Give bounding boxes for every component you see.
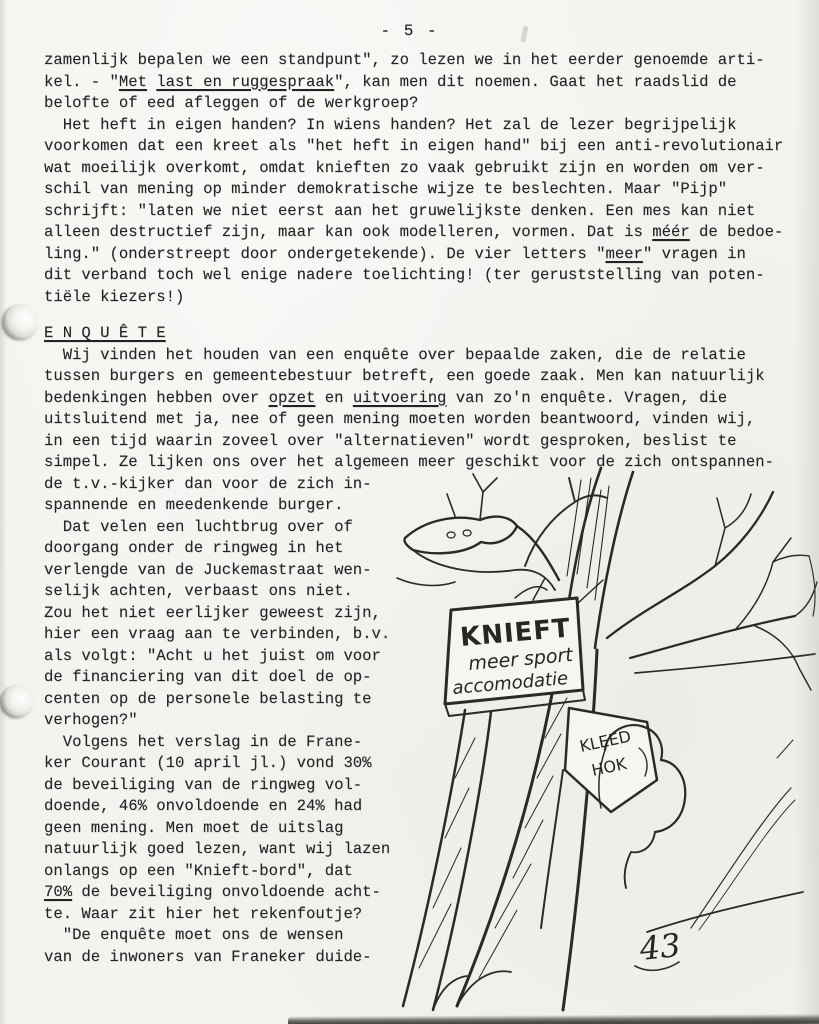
- kleedhok-sign-line1: KLEED: [577, 726, 633, 756]
- text-line: tiële kiezers!): [44, 287, 185, 306]
- branch-knot: [463, 530, 471, 536]
- flourish-stroke: [777, 740, 793, 758]
- text-line: voorkomen dat een kreet als "het heft in eigen hand" bij een anti-revolutionair: [44, 137, 784, 155]
- text-line: doorgang onder de ringweg in het: [44, 539, 344, 557]
- text-line: kel. - "Met last en ruggespraak", kan men dit noemen. Gaat het raadslid de: [44, 72, 737, 91]
- text-line: spannende en meedenkende burger.: [44, 496, 344, 514]
- branch-stroke: [413, 550, 555, 590]
- page-number: - 5 -: [380, 22, 439, 40]
- text-line: "De enquête moet ons de wensen: [44, 926, 344, 944]
- paragraph-block-2: [44, 345, 806, 474]
- figure-stroke: [625, 832, 655, 888]
- trunk-stroke: [563, 650, 597, 1010]
- text-line: de t.v.-kijker dan voor de zich in-: [44, 474, 372, 493]
- text-line: van de inwoners van Franeker duide-: [44, 947, 372, 966]
- page-edge-shading-right: [795, 0, 819, 1024]
- scan-edge-shadow: [288, 1014, 819, 1024]
- branch-stroke: [515, 587, 547, 598]
- branch-stroke: [715, 494, 751, 566]
- paragraph-block-1: [44, 50, 806, 308]
- text-line: dit verband toch wel enige nadere toelichting! (ter geruststelling van poten-: [44, 266, 765, 284]
- flourish-stroke: [691, 788, 791, 928]
- branch-stroke: [447, 494, 455, 516]
- text-line: schil van mening op minder demokratische wijze te beslechten. Maar "Pijp": [44, 180, 728, 198]
- text-line: Dat velen een luchtbrug over of: [44, 517, 353, 536]
- figure-stroke: [655, 760, 685, 832]
- text-line: de financiering van dit doel de op-: [44, 668, 372, 686]
- text-line: tussen burgers en gemeentebestuur betreft, een goede zaak. Men kan natuurlijk: [44, 367, 765, 385]
- pole-stroke: [433, 712, 491, 1010]
- pole-stroke: [403, 710, 465, 1006]
- branch-stroke: [397, 578, 455, 585]
- knieft-sign-title: KNIEFT: [458, 613, 573, 653]
- text-line: Het heft in eigen handen? In wiens handen? Het zal de lezer begrijpelijk: [44, 115, 737, 134]
- text-line: Wij vinden het houden van een enquête over bepaalde zaken, die de relatie: [44, 345, 746, 364]
- section-heading-enquete: [44, 323, 806, 345]
- text-line: E N Q U Ê T E: [44, 324, 166, 342]
- text-line: als volgt: "Acht u het juist om voor: [44, 646, 381, 665]
- text-line: onlangs op een "Knieft-bord", dat: [44, 861, 353, 880]
- text-line: zamenlijk bepalen we een standpunt", zo lezen we in het eerder genoemde arti-: [44, 51, 765, 69]
- flourish-stroke: [699, 800, 795, 930]
- page-edge-shading-left: [0, 0, 7, 1024]
- text-line: simpel. Ze lijken ons over het algemeen meer geschikt voor de zich ontspannen-: [44, 453, 774, 471]
- text-line: hier een vraag aan te verbinden, b.v.: [44, 625, 391, 643]
- punch-hole-top: [2, 304, 38, 340]
- knieft-sign-line2: meer sport: [467, 643, 574, 675]
- text-line: verhogen?": [44, 711, 138, 729]
- text-line: schrijft: "laten we niet eerst aan het gruwelijkste denken. Een mes kan niet: [44, 201, 756, 220]
- text-line: te. Waar zit hier het rekenfoutje?: [44, 904, 363, 923]
- branch-stroke: [404, 517, 517, 554]
- text-line: verlengde van de Juckemastraat wen-: [44, 560, 372, 579]
- pole-hatch: [419, 738, 475, 968]
- text-line: doende, 46% onvoldoende en 24% had: [44, 797, 363, 815]
- text-line: Volgens het verslag in de Frane-: [44, 732, 363, 751]
- branch-stroke: [517, 526, 559, 580]
- text-line: wat moeilijk overkomt, omdat knieften zo vaak gebruikt zijn en worden om ver-: [44, 158, 765, 177]
- kleedhok-sign-line2: HOK: [589, 754, 629, 780]
- text-line: geen mening. Men moet de uitslag: [44, 818, 344, 837]
- text-line: uitsluitend met ja, nee of geen mening moeten worden beantwoord, vinden wij,: [44, 410, 756, 428]
- text-line: Zou het niet eerlijker geweest zijn,: [44, 603, 381, 622]
- text-line: centen op de personele belasting te: [44, 689, 372, 708]
- text-line: 70% de beveiliging onvoldoende acht-: [44, 883, 381, 901]
- text-line: alleen destructief zijn, maar kan ook modelleren, vormen. Dat is méér de bedoe-: [44, 223, 784, 241]
- text-line: in een tijd waarin zoveel over "alternatieven" wordt gesproken, beslist te: [44, 431, 737, 450]
- branch-stroke: [525, 478, 607, 566]
- text-line: selijk achten, verbaast ons niet.: [44, 582, 353, 600]
- text-line: ling." (onderstreept door ondergetekende). De vier letters "meer" vragen in: [44, 244, 746, 263]
- trunk-stroke: [595, 472, 633, 648]
- text-line: belofte of eed afleggen of de werkgroep?: [44, 94, 419, 112]
- text-line: bedenkingen hebben over opzet en uitvoering van zo'n enquête. Vragen, die: [44, 388, 728, 407]
- branch-stroke: [630, 616, 795, 658]
- branch-stroke: [635, 654, 815, 673]
- tree-cartoon-illustration: [395, 458, 819, 1018]
- text-line: de beveiliging van de ringweg vol-: [44, 775, 363, 794]
- text-line: natuurlijk goed lezen, want wij lazen: [44, 840, 391, 858]
- text-line: ker Courant (10 april jl.) vond 30%: [44, 754, 372, 772]
- handwritten-number: 43: [637, 925, 683, 968]
- branch-knot: [447, 532, 455, 538]
- branch-stroke: [473, 474, 497, 520]
- root-stroke: [433, 971, 511, 1010]
- branch-stroke: [607, 492, 773, 638]
- knieft-sign-line3: accomodatie: [451, 667, 569, 699]
